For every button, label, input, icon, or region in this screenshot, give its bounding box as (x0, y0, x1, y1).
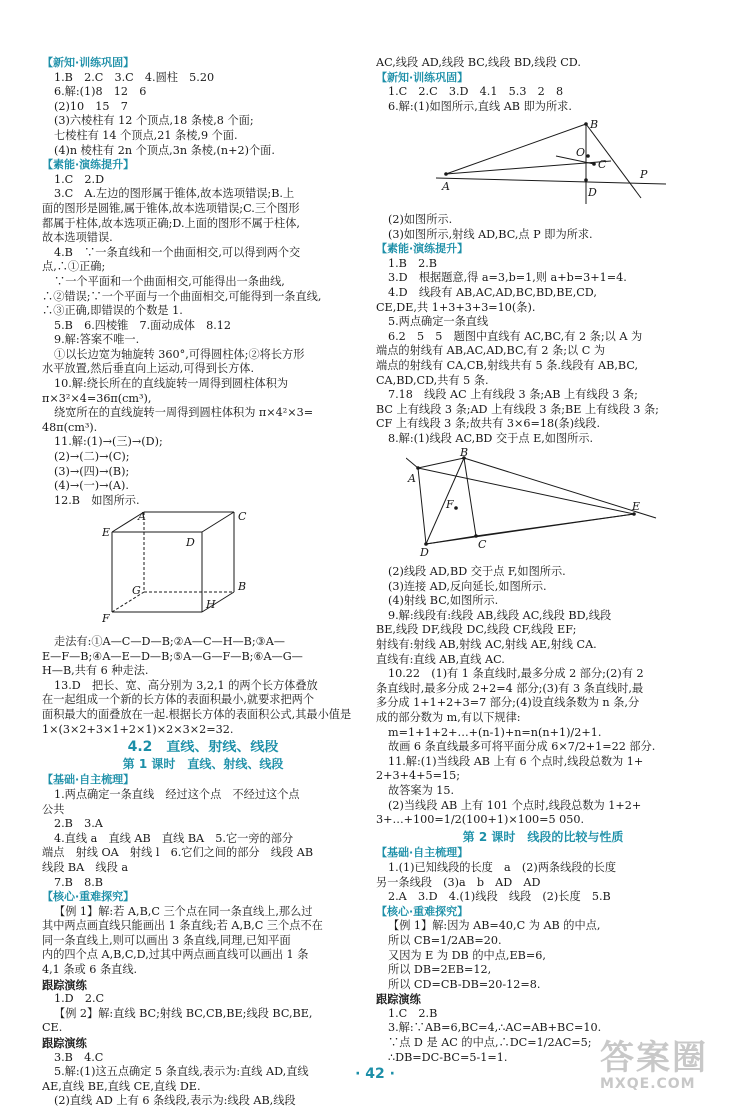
section-header: 【基础·自主梳理】 (376, 846, 469, 860)
answer-line: 12.B 如图所示. (54, 493, 140, 507)
answer-line: (2)当线段 AB 上有 101 个点时,线段总数为 1+2+ (388, 798, 642, 812)
answer-line: 8.解:(1)线段 AC,BD 交于点 E,如图所示. (388, 431, 594, 445)
answer-line: 2.B 3.A (54, 817, 103, 831)
answer-line: ∵点 D 是 AC 的中点,∴DC=1/2AC=5; (388, 1036, 592, 1050)
answer-line: 直线有:直线 AB,直线 AC. (376, 652, 505, 666)
answer-line: 故画 6 条直线最多可将平面分成 6×7/2+1=22 部分. (388, 740, 656, 754)
answer-line: 1.C 2.C 3.D 4.1 5.3 2 8 (388, 85, 564, 99)
answer-line: H—B,共有 6 种走法. (42, 664, 149, 678)
section-header: 【基础·自主梳理】 (42, 773, 135, 787)
answer-line: (3)连接 AD,反向延长,如图所示. (388, 579, 547, 593)
answer-line: 5.两点确定一条直线 (388, 315, 489, 329)
figure-container (102, 510, 364, 633)
figure-container (436, 116, 710, 211)
quad-label-a: A (408, 472, 416, 486)
answer-line: 其中两点画直线只能画出 1 条直线;若 A,B,C 三个点不在 (42, 919, 323, 933)
watermark-url: MXQE.COM (600, 1076, 696, 1092)
answer-line: 6.2 5 5 题图中直线有 AC,BC,有 2 条;以 A 为 (388, 329, 643, 343)
answer-line: AE,直线 BE,直线 CE,直线 DE. (42, 1079, 201, 1093)
answer-line: CA,BD,CD,共有 5 条. (376, 373, 489, 387)
answer-line: (4)→(一)→(A). (54, 479, 129, 493)
answer-line: 公共 (42, 802, 65, 816)
answer-line: 5.解:(1)这五点确定 5 条直线,表示为:直线 AD,直线 (54, 1065, 309, 1079)
answer-line: 面积最大的面叠放在一起.根据长方体的表面积公式,其最小值是 (42, 707, 352, 721)
answer-line: 都属于柱体,故本选项正确;D.上面的图形不属于柱体, (42, 216, 300, 230)
answer-line: 2.A 3.D 4.(1)线段 线段 (2)长度 5.B (388, 890, 611, 904)
section-header: 【新知·训练巩固】 (376, 70, 469, 84)
section-header: 【素能·演练提升】 (42, 158, 135, 172)
answer-line: 2+3+4+5=15; (376, 769, 460, 783)
answer-line: 所以 CD=CB-DB=20-12=8. (388, 977, 541, 991)
answer-line: 【例 1】解:若 A,B,C 三个点在同一条直线上,那么过 (54, 904, 313, 918)
cube-label-a: A (138, 510, 146, 524)
answer-line: 1.B 2.B (388, 256, 437, 270)
answer-line: CE. (42, 1021, 63, 1035)
answer-line: 点,∴①正确; (42, 260, 106, 274)
quadrilateral-figure (406, 448, 666, 558)
answer-line: 【例 2】解:直线 BC;射线 BC,CB,BE;线段 BC,BE, (54, 1006, 313, 1020)
answer-line: (2)如图所示. (388, 212, 453, 226)
chapter-title: 4.2 直线、射线、线段 (127, 740, 279, 755)
answer-line: 3.解:∵AB=6,BC=4,∴AC=AB+BC=10. (388, 1021, 602, 1035)
answer-line: 7.B 8.B (54, 875, 103, 889)
cube-label-g: G (132, 584, 141, 598)
answer-line: ∵一个平面和一个曲面相交,可能得出一条曲线, (54, 274, 285, 288)
answer-line: (2)线段 AD,BD 交于点 F,如图所示. (388, 565, 566, 579)
cube-label-d: D (186, 536, 195, 550)
answer-line: (2)→(二)→(C); (54, 450, 130, 464)
answer-line: 绕宽所在的直线旋转一周得到圆柱体积为 π×4²×3= (54, 406, 314, 420)
answer-line: 所以 DB=2EB=12, (388, 963, 492, 977)
cube-label-c: C (238, 510, 247, 524)
answer-line: 线段 BA 线段 a (42, 860, 129, 874)
tri-label-c: C (598, 158, 607, 172)
answer-line: 七棱柱有 14 个顶点,21 条棱,9 个面. (54, 128, 238, 142)
answer-line: (4)n 棱柱有 2n 个顶点,3n 条棱,(n+2)个面. (54, 143, 275, 157)
cube-label-e: E (102, 526, 111, 540)
answer-line: 跟踪演练 (376, 992, 421, 1007)
section-header: 【素能·演练提升】 (376, 242, 469, 256)
answer-line: CF 上有线段 3 条;故共有 3×6=18(条)线段. (376, 417, 601, 431)
section-header: 【核心·重难探究】 (42, 890, 135, 904)
answer-line: ∴DB=DC-BC=5-1=1. (388, 1050, 508, 1064)
section-header: 【核心·重难探究】 (376, 904, 469, 918)
answer-line: ∴③正确,即错误的个数是 1. (42, 304, 183, 318)
answer-line: ∴②错误;∵一个平面与一个曲面相交,可能得到一条直线, (42, 289, 322, 303)
answer-line: ①以长边宽为轴旋转 360°,可得圆柱体;②将长方形 (54, 347, 305, 361)
answer-line: 多分成 1+1+2+3=7 部分;(4)设直线条数为 n 条,分 (376, 696, 640, 710)
answer-line: 走法有:①A—C—D—B;②A—C—H—B;③A— (54, 635, 285, 648)
tri-label-d: D (588, 186, 597, 200)
answer-line: 11.解:(1)→(三)→(D); (54, 435, 163, 449)
answer-line: 4.直线 a 直线 AB 直线 BA 5.它一旁的部分 (54, 831, 294, 845)
answer-line: 跟踪演练 (42, 1036, 87, 1051)
answer-line: 1.C 2.D (54, 172, 105, 186)
answer-line: 6.解:(1)8 12 6 (54, 85, 147, 99)
answer-line: 在一起组成一个新的长方体的表面积最小,就要求把两个 (42, 693, 315, 707)
answer-line: 3.C A.左边的图形属于锥体,故本选项错误;B.上 (54, 187, 295, 201)
answer-line: π×3²×4=36π(cm³), (42, 391, 152, 405)
answer-line: 9.解:线段有:线段 AB,线段 AC,线段 BD,线段 (388, 608, 612, 622)
cube-label-h: H (206, 598, 216, 612)
lesson-title: 第 2 课时 线段的比较与性质 (462, 829, 624, 844)
answer-line: 又因为 E 为 DB 的中点,EB=6, (388, 948, 546, 962)
answer-line: 3+…+100=1/2(100+1)×100=5 050. (376, 813, 585, 827)
answer-line: 48π(cm³). (42, 420, 98, 434)
answer-line: 4,1 条或 6 条直线. (42, 963, 138, 977)
answer-line: (2)直线 AD 上有 6 条线段,表示为:线段 AB,线段 (54, 1094, 296, 1108)
answer-line: 另一条线段 (3)a b AD AD (376, 875, 541, 889)
answer-line: m=1+1+2+…+(n-1)+n=n(n+1)/2+1. (388, 725, 602, 739)
answer-line: 1.(1)已知线段的长度 a (2)两条线段的长度 (388, 860, 617, 874)
answer-line: 4.B ∵一条直线和一个曲面相交,可以得到两个交 (54, 245, 301, 259)
answer-line: 6.解:(1)如图所示,直线 AB 即为所求. (388, 99, 572, 113)
tri-label-p: P (640, 168, 648, 182)
quad-label-d: D (420, 546, 429, 559)
answer-line: 7.18 线段 AC 上有线段 3 条;AB 上有线段 3 条; (388, 388, 638, 402)
answer-line: 1.C 2.B (388, 1006, 438, 1020)
tri-label-a: A (442, 180, 450, 194)
answer-line: 【例 1】解:因为 AB=40,C 为 AB 的中点, (388, 919, 601, 933)
answer-line: 同一条直线上,则可以画出 3 条直线,同理,已知平面 (42, 933, 291, 947)
answer-line: 所以 CB=1/2AB=20. (388, 933, 502, 947)
quad-label-b: B (460, 448, 469, 460)
lesson-title: 第 1 课时 直线、射线、线段 (122, 756, 284, 771)
quad-label-c: C (478, 538, 487, 552)
answer-line: 故本选项错误. (42, 231, 113, 245)
answer-line: 故答案为 15. (388, 783, 455, 797)
answer-line: 水平放置,然后垂直向上运动,可得到长方体. (42, 362, 255, 376)
figure-container (406, 448, 710, 563)
answer-line: 成的部分数为 m,有以下规律: (376, 711, 521, 724)
answer-line: 1×(3×2+3×1+2×1)×2×3×2=32. (42, 722, 234, 736)
answer-line: 1.B 2.C 3.C 4.圆柱 5.20 (54, 70, 215, 84)
answer-line: (4)射线 BC,如图所示. (388, 594, 499, 608)
tri-label-b: B (590, 118, 599, 132)
answer-line: (3)六棱柱有 12 个顶点,18 条棱,8 个面; (54, 114, 254, 128)
quad-label-f: F (446, 498, 454, 512)
cube-label-b: B (238, 580, 247, 594)
answer-line: E—F—B;④A—E—D—B;⑤A—G—F—B;⑥A—G— (42, 649, 303, 663)
answer-line: 条直线时,最多分成 2+2=4 部分;(3)有 3 条直线时,最 (376, 681, 644, 695)
answer-line: 11.解:(1)当线段 AB 上有 6 个点时,线段总数为 1+ (388, 754, 644, 768)
answer-line: 射线有:射线 AB,射线 AC,射线 AE,射线 CA. (376, 638, 597, 652)
answer-line: AC,线段 AD,线段 BC,线段 BD,线段 CD. (376, 56, 581, 69)
watermark-text: 答案圈 (600, 1038, 708, 1078)
answer-line: (3)→(四)→(B); (54, 464, 130, 478)
answer-line: 5.B 6.四棱锥 7.面动成体 8.12 (54, 318, 232, 332)
right-column (376, 56, 710, 1065)
answer-line: 跟踪演练 (42, 977, 87, 992)
line-ray-figure (436, 116, 666, 206)
answer-line: BE,线段 DF,线段 DC,线段 CF,线段 EF; (376, 623, 577, 637)
page-number: · 42 · (355, 1066, 395, 1082)
answer-line: BC 上有线段 3 条;AD 上有线段 3 条;BE 上有线段 3 条; (376, 402, 659, 416)
answer-line: 10.22 (1)有 1 条直线时,最多分成 2 部分;(2)有 2 (388, 667, 644, 681)
answer-line: 13.D 把长、宽、高分别为 3,2,1 的两个长方体叠放 (54, 678, 318, 692)
answer-line: 3.B 4.C (54, 1050, 104, 1064)
answer-line: 10.解:绕长所在的直线旋转一周得到圆柱体积为 (54, 377, 289, 391)
answer-line: (2)10 15 7 (54, 99, 128, 113)
tri-label-o: O (576, 146, 586, 160)
answer-line: 9.解:答案不唯一. (54, 333, 140, 347)
answer-line: 3.D 根据题意,得 a=3,b=1,则 a+b=3+1=4. (388, 271, 627, 285)
answer-line: 面的图形是圆锥,属于锥体,故本选项错误;C.三个图形 (42, 201, 300, 215)
answer-line: 1.D 2.C (54, 992, 105, 1006)
answer-line: 内的四个点 A,B,C,D,过其中两点画直线可以画出 1 条 (42, 948, 309, 962)
section-header: 【新知·训练巩固】 (42, 56, 135, 69)
answer-line: CE,DE,共 1+3+3+3=10(条). (376, 300, 536, 314)
answer-line: (3)如图所示,射线 AD,BC,点 P 即为所求. (388, 227, 593, 241)
answer-line: 4.D 线段有 AB,AC,AD,BC,BD,BE,CD, (388, 285, 597, 299)
cube-figure (102, 510, 292, 628)
answer-line: 1.两点确定一条直线 经过这个点 不经过这个点 (54, 787, 300, 801)
watermark-logo (600, 1040, 740, 1102)
answer-line: 端点的射线有 AB,AC,AD,BC,有 2 条;以 C 为 (376, 344, 606, 358)
cube-label-f: F (102, 612, 110, 626)
answer-line: 端点 射线 OA 射线 l 6.它们之间的部分 线段 AB (42, 846, 314, 860)
left-column (42, 56, 364, 1109)
answer-line: 端点的射线有 CA,CB,射线共有 5 条.线段有 AB,BC, (376, 358, 639, 372)
quad-label-e: E (632, 500, 641, 514)
